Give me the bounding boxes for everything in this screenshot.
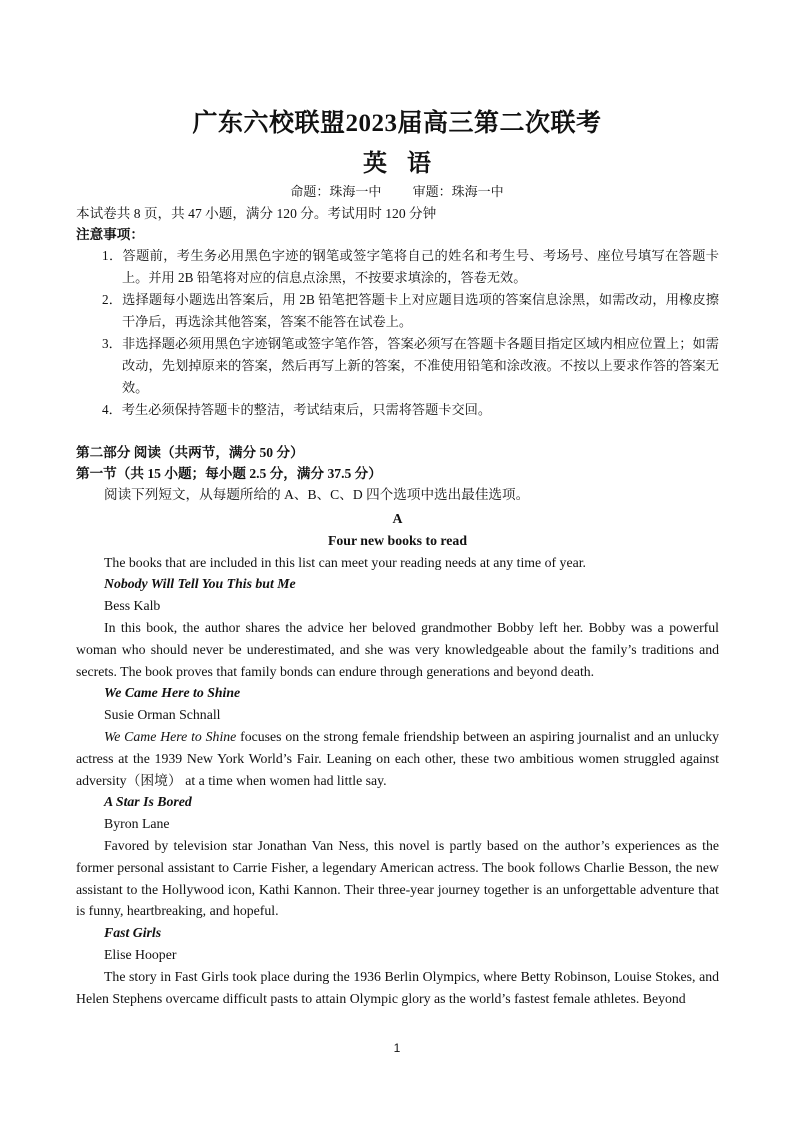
notice-heading: 注意事项：: [76, 227, 144, 242]
notice-item: 4．考生必须保持答题卡的整洁，考试结束后，只需将答题卡交回。: [102, 402, 492, 417]
setter: 命题：珠海一中: [290, 184, 382, 199]
notice-item: 1．答题前，考生务必用黑色字迹的钢笔或签字笔将自己的姓名和考生号、考场号、座位号填写在答题卡上。并用 2B 铅笔将对应的信息点涂黑，不按要求填涂的，答卷无效。: [102, 248, 719, 285]
section-instruction: 阅读下列短文，从每题所给的 A、B、C、D 四个选项中选出最佳选项。: [104, 487, 530, 502]
book-title: Fast Girls: [104, 925, 162, 941]
part-heading: 第二部分 阅读（共两节，满分 50 分）: [76, 445, 304, 460]
book-author: Susie Orman Schnall: [104, 707, 221, 723]
book-author: Byron Lane: [104, 816, 170, 832]
notice-item: 3．非选择题必须用黑色字迹钢笔或签字笔作答，答案必须写在答题卡各题目指定区域内相应位置上；如需改动，先划掉原来的答案，然后再写上新的答案，不准使用铅笔和涂改液。不按以上要求作答的答案无效。: [102, 336, 719, 395]
book-author: Elise Hooper: [104, 946, 177, 962]
book-title: A Star Is Bored: [104, 794, 192, 810]
book-author: Bess Kalb: [104, 598, 161, 614]
reviewer: 审题：珠海一中: [412, 184, 504, 199]
description-text: focuses on the strong female friendship between an aspiring journalist and an unlucky actress at the 1939 New York World’s Fair. Leaning on each other, these two ambitious women struggled against adversity（困境） at a time when women had little say.: [76, 728, 720, 788]
inline-book-title: We Came Here to Shine: [104, 728, 237, 744]
section-heading: 第一节（共 15 小题；每小题 2.5 分，满分 37.5 分）: [76, 466, 382, 481]
passage-letter: A: [392, 511, 403, 526]
book-description: [76, 726, 719, 791]
passage-a: [76, 508, 719, 1009]
book-description: In this book, the author shares the advice her beloved grandmother Bobby left her. Bobby was a powerful woman who should never be underestimated, and she was very knowledgeable about the family’s traditions and secrets. The book proves that family bonds can endure through generations and beyond death.: [76, 619, 719, 679]
passage-intro: The books that are included in this list can meet your reading needs at any time of year.: [104, 554, 586, 570]
passage-title: Four new books to read: [327, 532, 467, 548]
book-title: We Came Here to Shine: [104, 685, 241, 701]
book-title: Nobody Will Tell You This but Me: [104, 576, 296, 592]
book-description: Favored by television star Jonathan Van Ness, this novel is partly based on the author’s experiences as the former personal assistant to Carrie Fisher, a legendary American actress. The book follows Charlie Besson, the new assistant to the Hollywood icon, Kathi Kannon. Their three-year journey together is an unforgettable adventure that is funny, heartbreaking, and hopeful.: [76, 837, 719, 919]
book-description: The story in Fast Girls took place during the 1936 Berlin Olympics, where Betty Robinson, Louise Stokes, and Helen Stephens overcame difficult pasts to attain Olympic glory as the world’s fastest female athletes. Beyond: [76, 968, 719, 1006]
notice-item: 2．选择题每小题选出答案后，用 2B 铅笔把答题卡上对应题目选项的答案信息涂黑，如需改动，用橡皮擦干净后，再选涂其他答案，答案不能答在试卷上。: [102, 292, 719, 329]
exam-title: 广东六校联盟2023届高三第二次联考: [192, 110, 602, 137]
notice-list: [76, 245, 719, 421]
setter-line: [0, 181, 794, 200]
subject-heading: 英 语: [363, 151, 431, 177]
paper-info: 本试卷共 8 页，共 47 小题，满分 120 分。考试用时 120 分钟: [76, 206, 437, 221]
page-number: 1: [393, 1041, 401, 1055]
